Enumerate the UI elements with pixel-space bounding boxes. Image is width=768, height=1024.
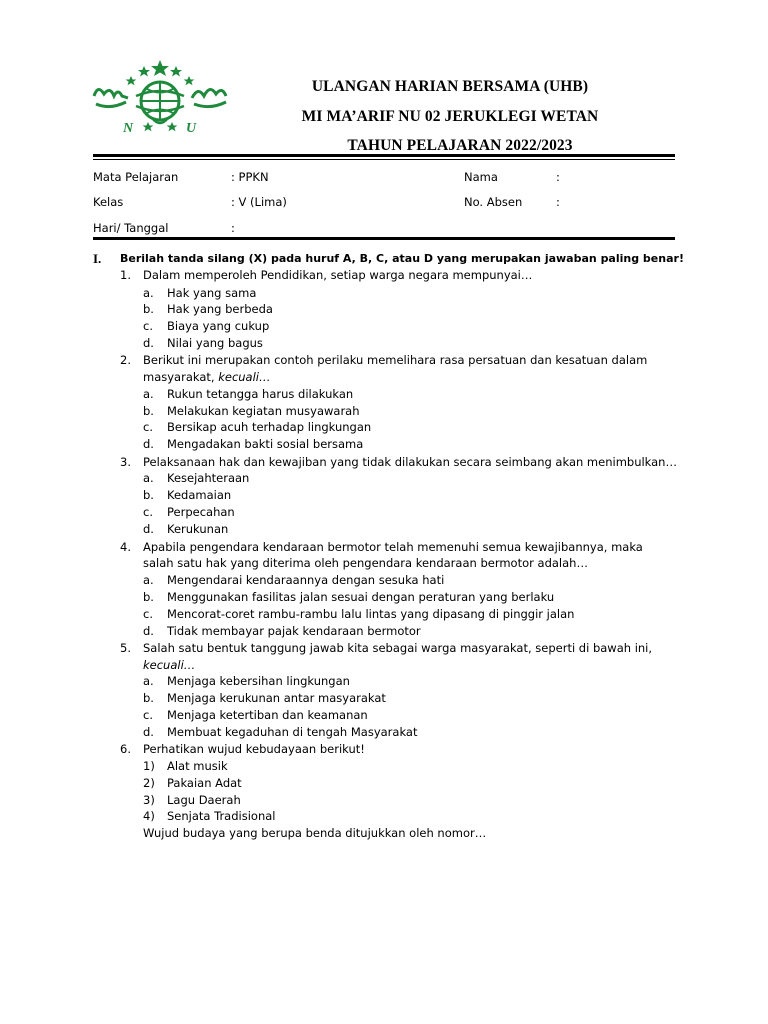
section-number: I. [93,251,102,266]
star-icon [170,66,182,77]
class-value: : V (Lima) [231,195,287,209]
info-divider [93,237,675,240]
name-value: : [556,170,560,184]
emphasis-text: kecuali… [218,370,271,384]
academic-year: TAHUN PELAJARAN 2022/2023 [347,137,573,154]
star-icon [151,60,169,76]
section-instruction: Berilah tanda silang (X) pada huruf A, B, C, atau D yang merupakan jawaban paling benar! [120,252,684,265]
question-number: 6. [120,742,131,756]
star-icon [143,122,154,131]
absen-label: No. Absen [464,195,523,209]
question-text: Dalam memperoleh Pendidikan, setiap warga negara mempunyai… [143,268,533,282]
class-label: Kelas [93,195,124,209]
question-number: 1. [120,268,131,282]
question-text: Perhatikan wujud kebudayaan berikut! [143,742,365,756]
question-text: Apabila pengendara kendaraan bermotor telah memenuhi semua kewajibannya, maka [143,540,643,554]
nu-logo [90,56,230,142]
logo-letter-u: U [186,121,197,136]
school-name: MI MA’ARIF NU 02 JERUKLEGI WETAN [301,108,599,125]
question-number: 3. [120,455,131,469]
star-icon [138,66,150,77]
date-value: : [231,221,235,235]
question-number: 2. [120,353,131,367]
header-divider-thin [93,159,675,160]
star-icon [126,76,137,85]
absen-value: : [556,195,560,209]
question-number: 4. [120,540,131,554]
header-divider [93,154,675,157]
question-number: 5. [120,641,131,655]
date-label: Hari/ Tanggal [93,221,169,235]
star-icon [184,76,195,85]
question-text: Berikut ini merupakan contoh perilaku memelihara rasa persatuan dan kesatuan dalam [143,353,648,367]
exam-title: ULANGAN HARIAN BERSAMA (UHB) [311,78,589,95]
name-label: Nama [464,170,498,184]
subject-label: Mata Pelajaran [93,170,179,184]
star-icon [167,122,178,131]
logo-letter-n: N [123,121,134,136]
emphasis-text: kecuali… [143,658,196,672]
question-text: Salah satu bentuk tanggung jawab kita sebagai warga masyarakat, seperti di bawah ini, [143,641,653,655]
subject-value: : PPKN [231,170,269,184]
question-text: Pelaksanaan hak dan kewajiban yang tidak dilakukan secara seimbang akan menimbulkan… [143,455,677,469]
